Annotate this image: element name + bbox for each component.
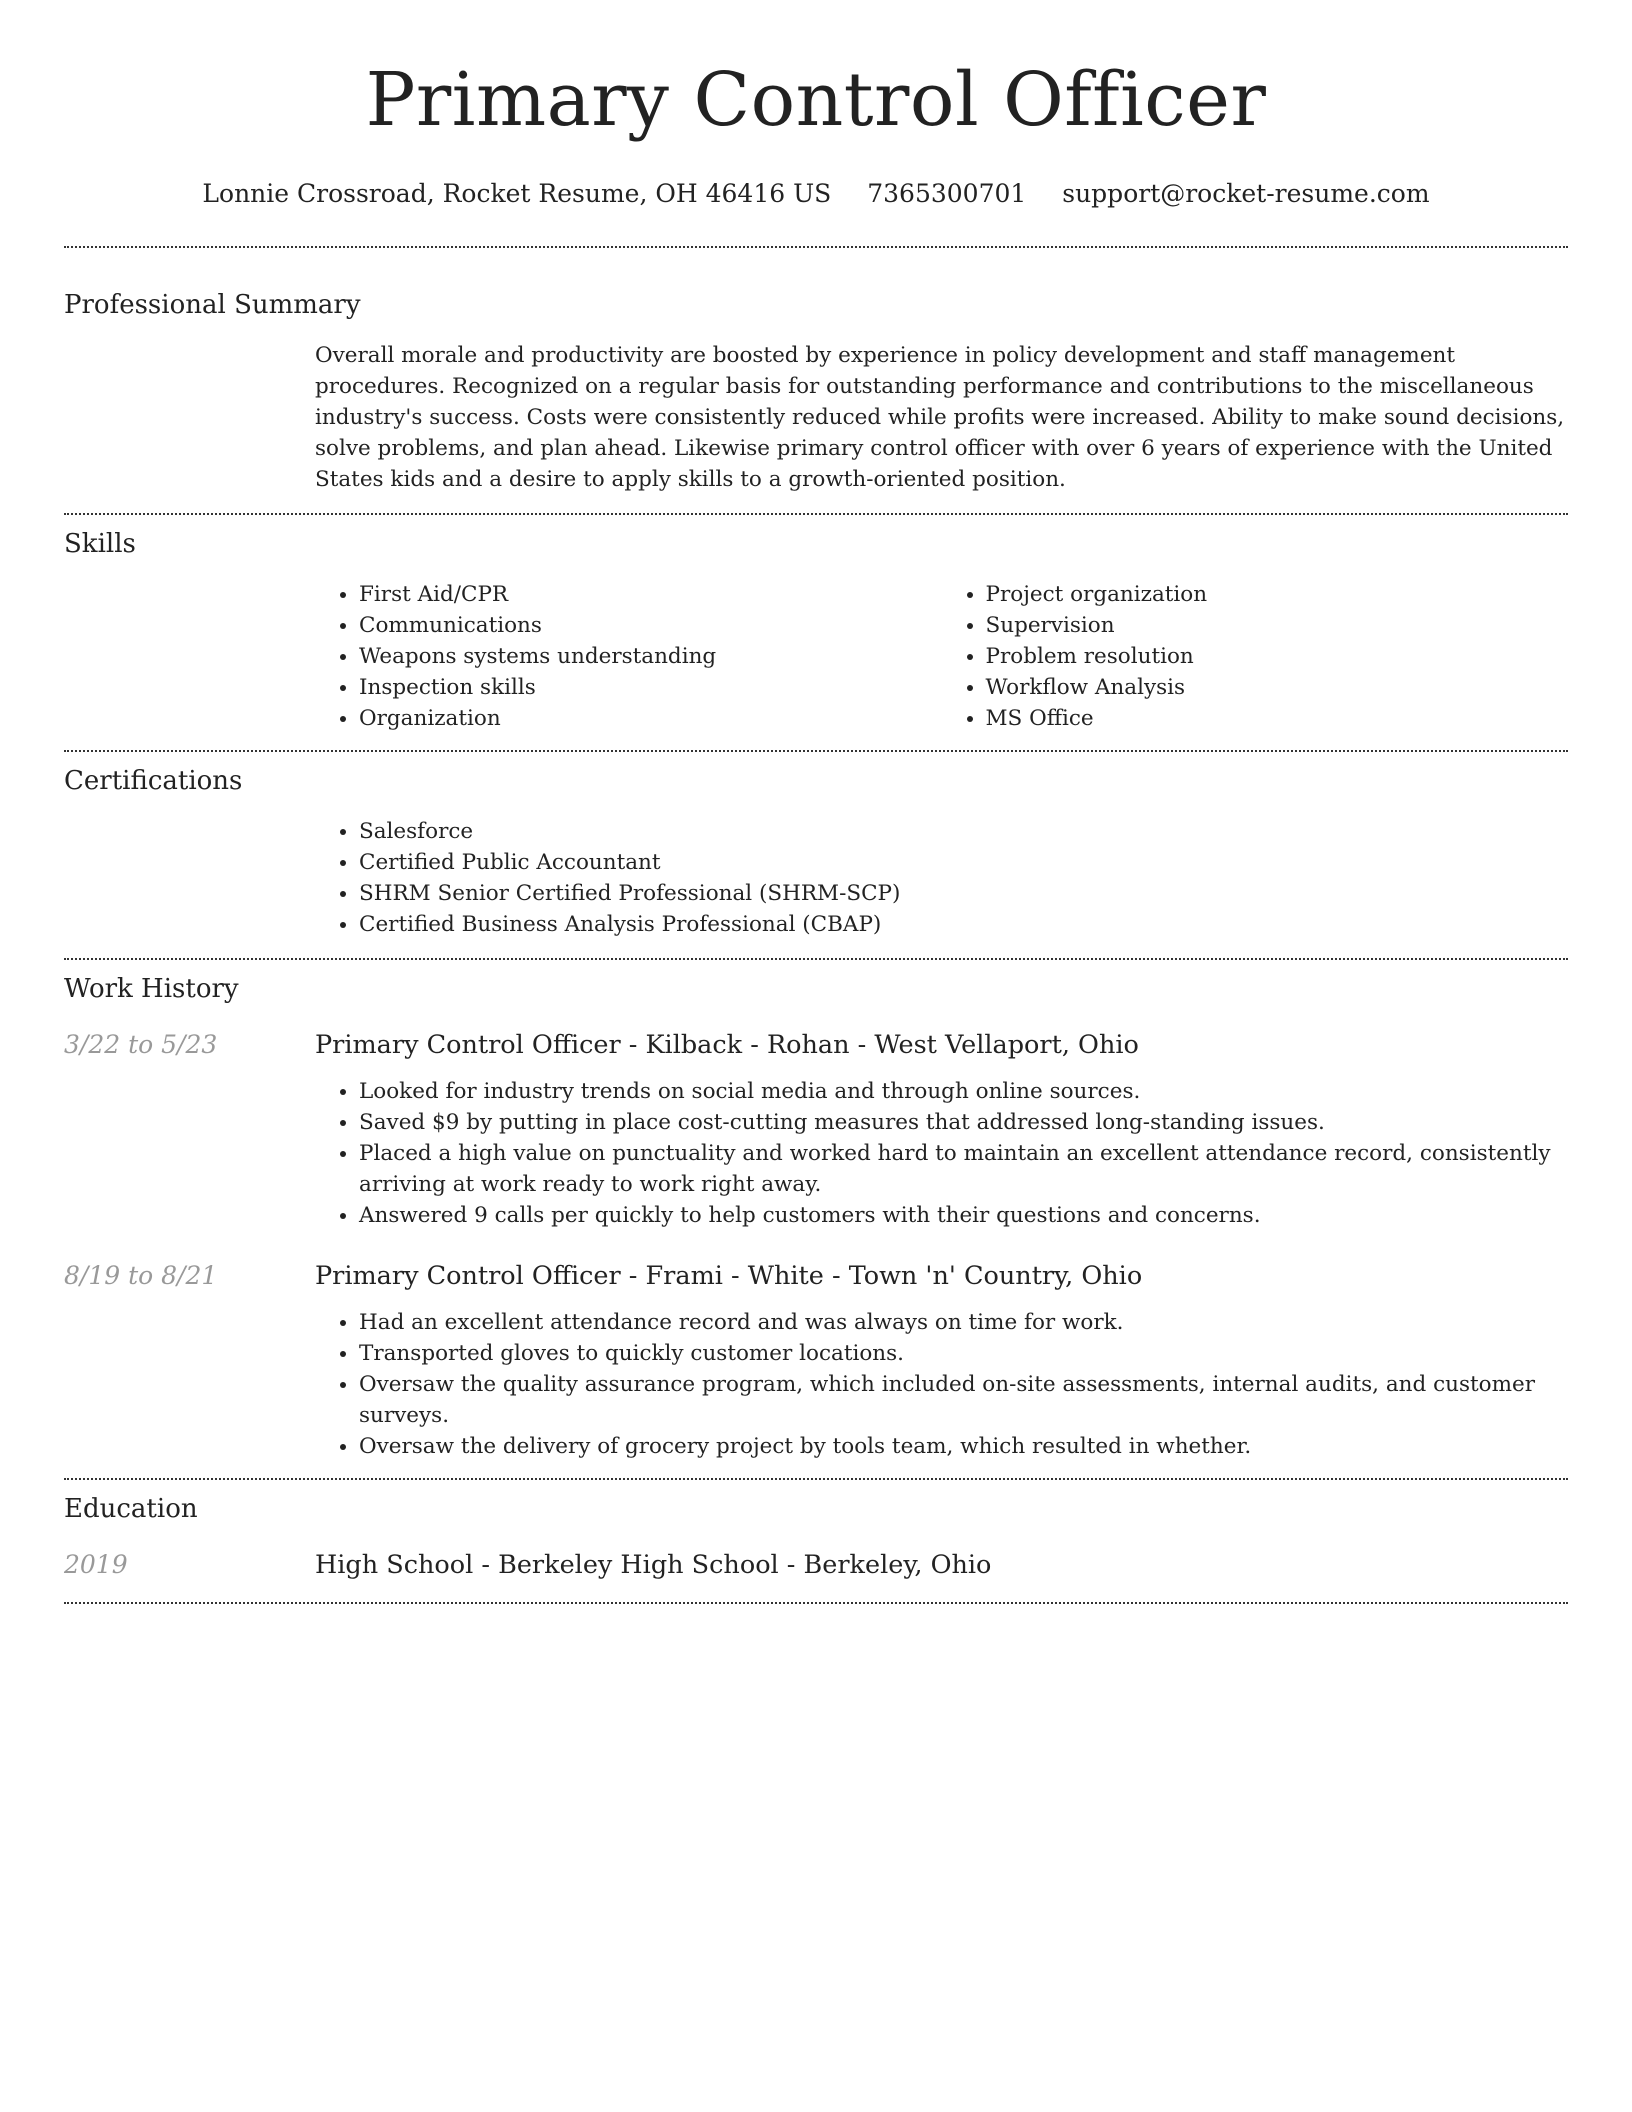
job-entry xyxy=(64,1259,1568,1293)
skill-item: • Project organization xyxy=(986,579,1569,610)
certification-item: • Certified Business Analysis Professional (CBAP) xyxy=(359,909,1568,940)
skill-item: • Workflow Analysis xyxy=(986,672,1569,703)
skill-item: • Organization xyxy=(359,703,942,734)
certifications-title: Certifications xyxy=(64,766,243,796)
resume-name: Primary Control Officer xyxy=(365,57,1267,143)
certifications-section xyxy=(64,752,1568,940)
skill-item: • Inspection skills xyxy=(359,672,942,703)
job-dates: 8/19 to 8/21 xyxy=(64,1261,218,1290)
summary-text: Overall morale and productivity are boosted by experience in policy development and staff management procedures. Recognized on a regular basis for outstanding performance and contributions to the miscellaneous industry's success. Costs were consistently reduced while profits were increased. Ability to make sound decisions, solve problems, and plan ahead. Likewise primary control officer with over 6 years of experience with the United States kids and a desire to apply skills to a growth-oriented position. xyxy=(315,343,1565,492)
job-dates: 3/22 to 5/23 xyxy=(64,1030,218,1059)
resume-page xyxy=(64,0,1568,1604)
job-bullet: • Answered 9 calls per quickly to help customers with their questions and concerns. xyxy=(359,1200,1568,1231)
skill-item: • First Aid/CPR xyxy=(359,579,942,610)
education-title: Education xyxy=(64,1494,198,1524)
job-bullet: • Had an excellent attendance record and was always on time for work. xyxy=(359,1307,1568,1338)
skills-list-left xyxy=(315,579,942,734)
contact-email: support@rocket-resume.com xyxy=(1062,179,1430,208)
skill-item: • Supervision xyxy=(986,610,1569,641)
skills-section xyxy=(64,515,1568,734)
education-heading: High School - Berkeley High School - Berkeley, Ohio xyxy=(315,1550,992,1580)
skill-item: • Weapons systems understanding xyxy=(359,641,942,672)
work-section xyxy=(64,960,1568,1462)
job-bullet: • Placed a high value on punctuality and worked hard to maintain an excellent attendance record, consistently arriving at work ready to work right away. xyxy=(359,1138,1568,1200)
certification-item: • SHRM Senior Certified Professional (SHRM-SCP) xyxy=(359,878,1568,909)
contact-line xyxy=(64,178,1568,210)
job-bullet: • Saved $9 by putting in place cost-cutting measures that addressed long-standing issues. xyxy=(359,1107,1568,1138)
contact-phone: 7365300701 xyxy=(867,179,1027,208)
education-date: 2019 xyxy=(64,1550,128,1579)
job-heading: Primary Control Officer - Kilback - Rohan - West Vellaport, Ohio xyxy=(315,1030,1139,1060)
work-title: Work History xyxy=(64,974,239,1004)
skills-list-right xyxy=(942,579,1569,734)
skills-grid xyxy=(315,579,1568,734)
certifications-list xyxy=(315,816,1568,940)
summary-section xyxy=(64,248,1568,495)
job-bullets xyxy=(315,1307,1568,1462)
certification-item: • Certified Public Accountant xyxy=(359,847,1568,878)
job-bullet: • Looked for industry trends on social media and through online sources. xyxy=(359,1076,1568,1107)
job-details xyxy=(315,1307,1568,1462)
contact-address: Lonnie Crossroad, Rocket Resume, OH 46416 US xyxy=(202,179,832,208)
job-entry xyxy=(64,1028,1568,1062)
certification-item: • Salesforce xyxy=(359,816,1568,847)
education-section xyxy=(64,1480,1568,1582)
skill-item: • MS Office xyxy=(986,703,1569,734)
job-bullet: • Transported gloves to quickly customer locations. xyxy=(359,1338,1568,1369)
job-bullet: • Oversaw the delivery of grocery project by tools team, which resulted in whether. xyxy=(359,1431,1568,1462)
certifications-body xyxy=(315,816,1568,940)
job-bullets xyxy=(315,1076,1568,1231)
skill-item: • Communications xyxy=(359,610,942,641)
skill-item: • Problem resolution xyxy=(986,641,1569,672)
job-bullet: • Oversaw the quality assurance program, which included on-site assessments, internal audits, and customer surveys. xyxy=(359,1369,1568,1431)
job-details xyxy=(315,1076,1568,1231)
education-entry xyxy=(64,1548,1568,1582)
skills-title: Skills xyxy=(64,529,136,559)
divider xyxy=(64,1602,1568,1604)
job-heading: Primary Control Officer - Frami - White - Town 'n' Country, Ohio xyxy=(315,1261,1143,1291)
summary-title: Professional Summary xyxy=(64,290,361,320)
